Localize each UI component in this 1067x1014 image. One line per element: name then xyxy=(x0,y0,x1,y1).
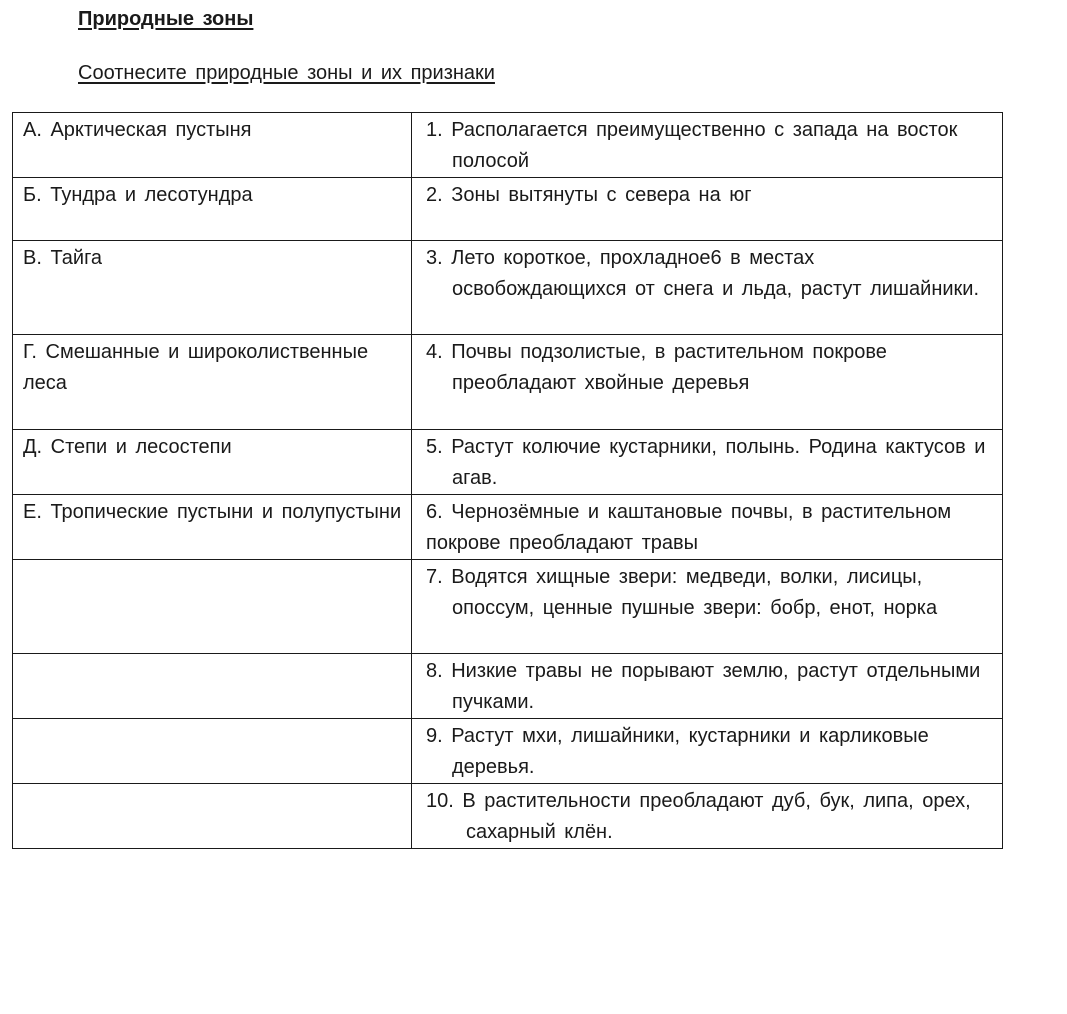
trait-text: 7. Водятся хищные звери: медведи, волки, лисицы, опоссум, ценные пушные звери: бобр, енот, норка xyxy=(426,566,938,619)
zone-cell: Б. Тундра и лесотундра xyxy=(13,178,412,241)
trait-text: 9. Растут мхи, лишайники, кустарники и карликовые деревья. xyxy=(426,725,929,778)
trait-cell xyxy=(412,335,1003,430)
zone-cell: Г. Смешанные и широколиственные леса xyxy=(13,335,412,430)
table-row xyxy=(13,654,1003,719)
table-row xyxy=(13,113,1003,178)
table-row xyxy=(13,719,1003,784)
trait-text: 8. Низкие травы не порывают землю, растут отдельными пучками. xyxy=(426,660,981,713)
trait-text: 10. В растительности преобладают дуб, бук, липа, орех, сахарный клён. xyxy=(426,790,971,843)
table-row xyxy=(13,430,1003,495)
table-row xyxy=(13,495,1003,560)
zone-cell xyxy=(13,719,412,784)
trait-cell xyxy=(412,719,1003,784)
table-row xyxy=(13,241,1003,335)
task-instruction: Соотнесите природные зоны и их признаки xyxy=(78,62,495,84)
trait-cell xyxy=(412,241,1003,335)
trait-cell xyxy=(412,430,1003,495)
zone-cell: А. Арктическая пустыня xyxy=(13,113,412,178)
table-row xyxy=(13,178,1003,241)
matching-table xyxy=(12,112,1003,849)
trait-text: 5. Растут колючие кустарники, полынь. Родина кактусов и агав. xyxy=(426,436,986,489)
table-row xyxy=(13,560,1003,654)
trait-text: 4. Почвы подзолистые, в растительном покрове преобладают хвойные деревья xyxy=(426,341,887,394)
trait-text: 2. Зоны вытянуты с севера на юг xyxy=(426,184,752,206)
zone-cell: В. Тайга xyxy=(13,241,412,335)
trait-cell xyxy=(412,113,1003,178)
table-row xyxy=(13,784,1003,849)
trait-cell xyxy=(412,560,1003,654)
trait-text: 6. Чернозёмные и каштановые почвы, в растительном покрове преобладают травы xyxy=(426,501,952,554)
zone-cell xyxy=(13,784,412,849)
zone-cell: Д. Степи и лесостепи xyxy=(13,430,412,495)
table-row xyxy=(13,335,1003,430)
trait-cell xyxy=(412,654,1003,719)
page-title: Природные зоны xyxy=(78,8,254,30)
trait-text: 3. Лето короткое, прохладное6 в местах освобождающихся от снега и льда, растут лишайники. xyxy=(426,247,980,300)
trait-cell xyxy=(412,178,1003,241)
zone-cell: Е. Тропические пустыни и полупустыни xyxy=(13,495,412,560)
zone-cell xyxy=(13,654,412,719)
trait-text: 1. Располагается преимущественно с запада на восток полосой xyxy=(426,119,958,172)
zone-cell xyxy=(13,560,412,654)
trait-cell xyxy=(412,495,1003,560)
trait-cell xyxy=(412,784,1003,849)
